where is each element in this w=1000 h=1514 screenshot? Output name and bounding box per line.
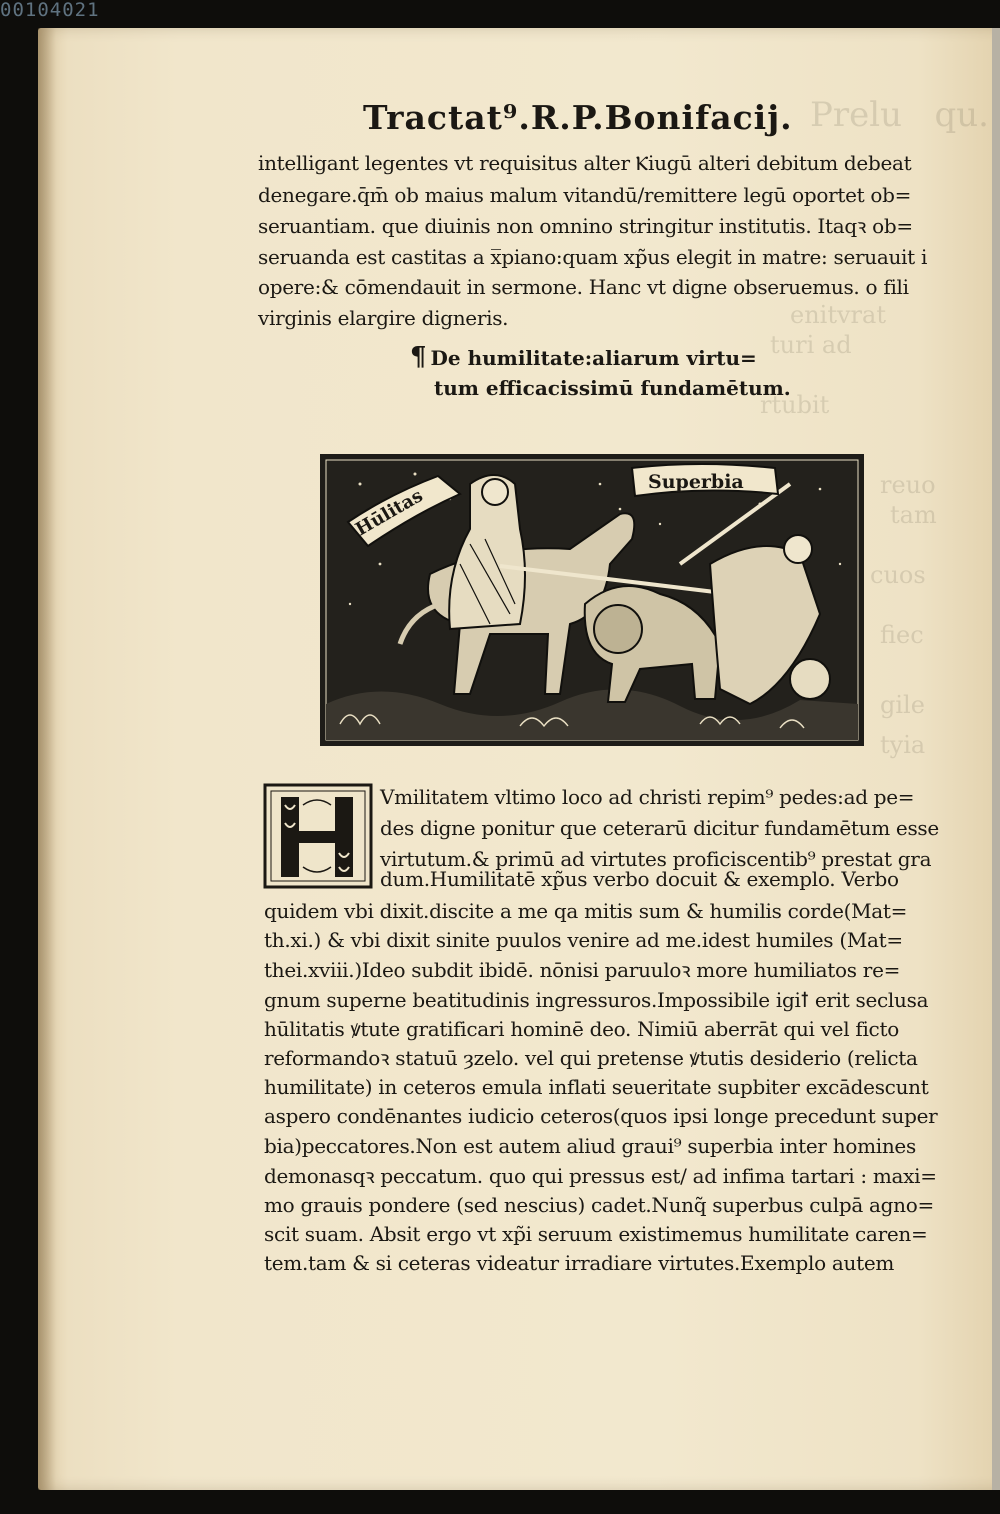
text-line: quidem vbi dixit.discite a me qa mitis sum & humilis corde(Mat= [264,899,908,923]
text-line: des digne ponitur que ceterarū dicitur fundamētum esse [380,816,939,840]
text-line: demonasqꝛ peccatum. quo qui pressus est/ ad infima tartari : maxi= [264,1164,937,1188]
decorated-initial [263,783,373,889]
initial-letter: H [315,883,316,884]
banner-left-label: Hūlitas [352,485,427,541]
text-line: mo grauis pondere (sed nescius) cadet.Nunq̃ superbus culpā agno= [264,1193,934,1217]
text-line: th.xi.) & vbi dixit sinite puulos venire ad me.idest humiles (Mat= [264,928,903,952]
woodcut-illustration [320,454,864,746]
text-line: reformandoꝛ statuū ȝzelo. vel qui pretense ꝟtutis desiderio (relicta [264,1046,918,1070]
scan-background-edge [992,28,1000,1490]
text-line: scit suam. Absit ergo vt xp̃i seruum existimemus humilitate caren= [264,1222,928,1246]
text-line: thei.xviii.)Ideo subdit ibidē. nōnisi paruuloꝛ more humiliatos re= [264,958,901,982]
text-line: bia)peccatores.Non est autem aliud graui⁹ superbia inter homines [264,1134,916,1158]
page-title: Tractat⁹.R.P.Bonifacij. [363,98,793,137]
text-line: gnum superne beatitudinis ingressuros.Impossibile igiꝉ erit seclusa [264,988,929,1012]
section-heading-line: tum efficacissimū fundamētum. [434,376,791,400]
text-line: Vmilitatem vltimo loco ad christi repim⁹ pedes:ad pe= [380,785,915,809]
text-line: aspero condēnantes iudicio ceteros(quos ipsi longe precedunt super [264,1104,938,1128]
text-line: virginis elargire digneris. [258,306,509,330]
banner-superbia [632,464,778,496]
text-line: denegare.q̄m̄ ob maius malum vitandū/remittere legū oportet ob= [258,183,912,207]
text-line: virtutum.& primū ad virtutes proficiscentib⁹ prestat gra [380,847,932,871]
pilcrow-icon: ¶ [410,342,427,372]
text-line: dum.Humilitatē xp̃us verbo docuit & exemplo. Verbo [380,867,899,891]
text-line: hūlitatis ꝟtute gratificari hominē deo. Nimiū aberrāt qui vel ficto [264,1017,899,1041]
text-line: opere:& cōmendauit in sermone. Hanc vt digne obseruemus. o fili [258,275,909,299]
text-line: seruantiam. que diuinis non omnino stringitur institutis. Itaqꝛ ob= [258,214,913,238]
text-line: seruanda est castitas a x̅piano:quam xp̃us elegit in matre: seruauit i [258,245,928,269]
text-line: humilitate) in ceteros emula inflati seueritate supbiter excādescunt [264,1075,929,1099]
text-line: tem.tam & si ceteras videatur irradiare virtutes.Exemplo autem [264,1251,895,1275]
banner-right-label: Superbia [648,471,744,493]
section-heading-line [410,342,757,374]
scan-id-label: 00104021 [0,0,100,21]
section-heading-text: De humilitate:aliarum virtu= [430,346,757,370]
text-line: intelligant legentes vt requisitus alter Ⲕiugū alteri debitum debeat [258,151,912,175]
